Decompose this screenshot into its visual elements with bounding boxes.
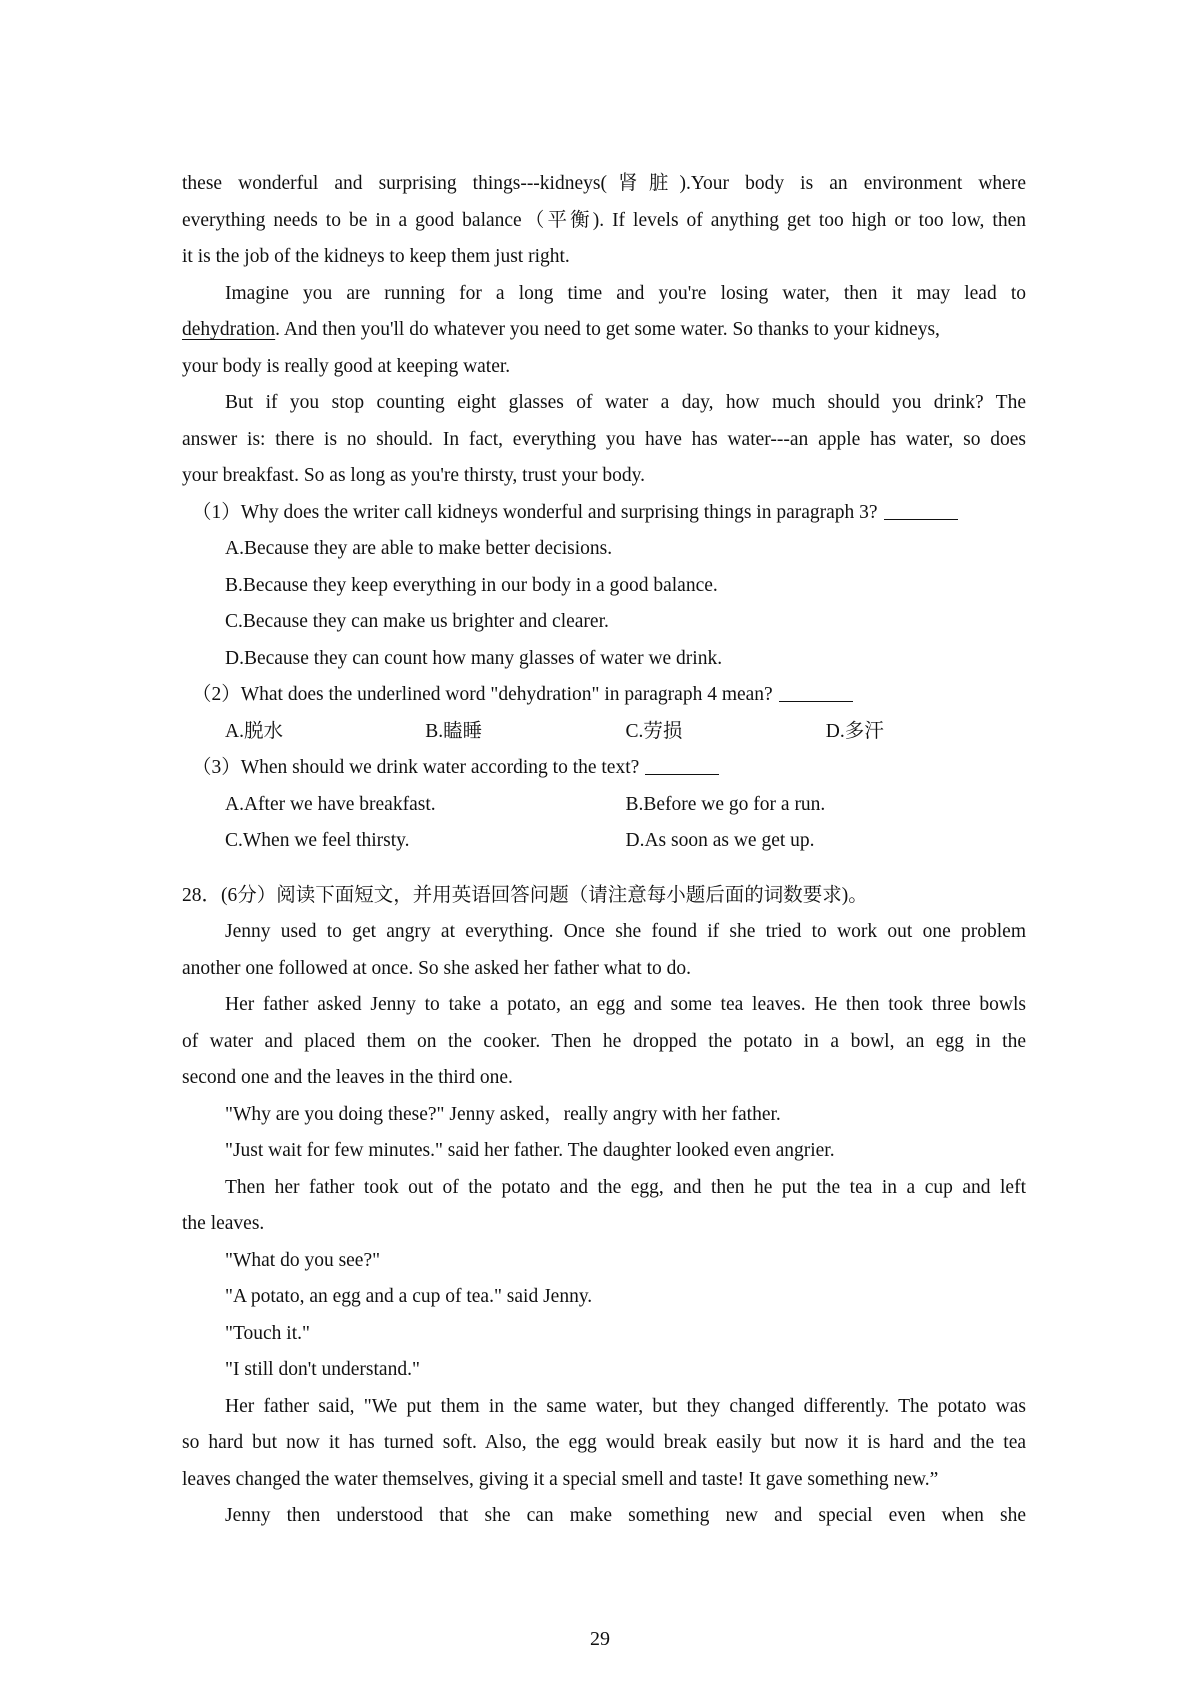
passage-line: "A potato, an egg and a cup of tea." said Jenny.: [225, 1286, 593, 1307]
passage-line: Her father said, "We put them in the same water, but they changed differently. The potato was: [225, 1395, 1026, 1417]
question-text: （3）When should we drink water according to the text?: [192, 757, 640, 778]
option: C.Because they can make us brighter and clearer.: [225, 611, 609, 632]
option: A.Because they are able to make better decisions.: [225, 538, 613, 559]
passage-line: another one followed at once. So she asked her father what to do.: [182, 957, 691, 979]
passage-line: Her father asked Jenny to take a potato, an egg and some tea leaves. He then took three bowls: [225, 994, 1026, 1015]
passage-line: so hard but now it has turned soft. Also, the egg would break easily but now it is hard and the tea: [182, 1432, 1026, 1453]
passage-line: "Just wait for few minutes." said her father. The daughter looked even angrier.: [225, 1140, 835, 1161]
passage-line: Imagine you are running for a long time and you're losing water, then it may lead to: [225, 282, 1026, 304]
section-28-passage: [182, 914, 1026, 1535]
passage-line: it is the job of the kidneys to keep them just right.: [182, 246, 570, 267]
passage-line: the leaves.: [182, 1213, 265, 1234]
document-page: [182, 166, 1026, 1535]
passage-line: your breakfast. So as long as you're thirsty, trust your body.: [182, 465, 645, 486]
option: D.As soon as we get up.: [625, 830, 815, 851]
option: B.Because they keep everything in our body in a good balance.: [225, 574, 718, 596]
option: C.劳损: [625, 720, 683, 742]
page-number: 29: [590, 1628, 610, 1650]
question-text: （2）What does the underlined word "dehydration" in paragraph 4 mean?: [192, 684, 773, 705]
section-heading: 28．(6分）阅读下面短文，并用英语回答问题（请注意每小题后面的词数要求)。: [182, 884, 868, 906]
option: D.Because they can count how many glasses of water we drink.: [225, 647, 723, 669]
question-2: [182, 677, 1026, 714]
passage-line: Then her father took out of the potato and the egg, and then he put the tea in a cup and left: [225, 1176, 1026, 1198]
answer-blank[interactable]: [779, 681, 853, 702]
spacer: [182, 860, 1026, 878]
passage-line: "Touch it.": [225, 1322, 310, 1344]
option: C.When we feel thirsty.: [225, 830, 410, 851]
option-row: [182, 787, 1026, 824]
option: B.瞌睡: [425, 720, 483, 742]
option: A.After we have breakfast.: [225, 793, 436, 815]
question-text: （1）Why does the writer call kidneys wonderful and surprising things in paragraph 3?: [192, 501, 878, 523]
option: B.Before we go for a run.: [625, 793, 826, 815]
passage-line: But if you stop counting eight glasses of water a day, how much should you drink? The: [225, 392, 1026, 413]
passage-line: of water and placed them on the cooker. Then he dropped the potato in a bowl, an egg in the: [182, 1030, 1026, 1052]
passage-line: second one and the leaves in the third one.: [182, 1067, 513, 1088]
passage-line: Jenny used to get angry at everything. Once she found if she tried to work out one problem: [225, 921, 1026, 942]
option: D.多汗: [825, 720, 884, 742]
passage-line: your body is really good at keeping water.: [182, 355, 511, 377]
passage-line: [182, 312, 1026, 349]
answer-blank[interactable]: [645, 754, 719, 775]
option-row: [182, 823, 1026, 860]
passage-line: "What do you see?": [225, 1249, 381, 1271]
option: A.脱水: [225, 720, 283, 742]
passage-line: answer is: there is no should. In fact, everything you have has water---an apple has water, so does: [182, 428, 1026, 450]
answer-blank[interactable]: [884, 499, 958, 520]
passage-text: . And then you'll do whatever you need to get some water. So thanks to your kidneys,: [275, 319, 940, 340]
passage-line: these wonderful and surprising things---kidneys(肾脏).Your body is an environment where: [182, 173, 1026, 194]
question-1: [182, 495, 1026, 532]
passage-line: Jenny then understood that she can make something new and special even when she: [225, 1505, 1026, 1526]
passage-line: leaves changed the water themselves, giving it a special smell and taste! It gave something new.”: [182, 1468, 939, 1490]
passage-line: "I still don't understand.": [225, 1359, 420, 1380]
option-row: [182, 714, 1026, 751]
passage-line: "Why are you doing these?" Jenny asked，really angry with her father.: [225, 1103, 781, 1125]
question-3: [182, 750, 1026, 787]
underlined-word: dehydration: [182, 319, 276, 340]
passage-line: everything needs to be in a good balance（平衡). If levels of anything get too high or too low, then: [182, 209, 1026, 231]
